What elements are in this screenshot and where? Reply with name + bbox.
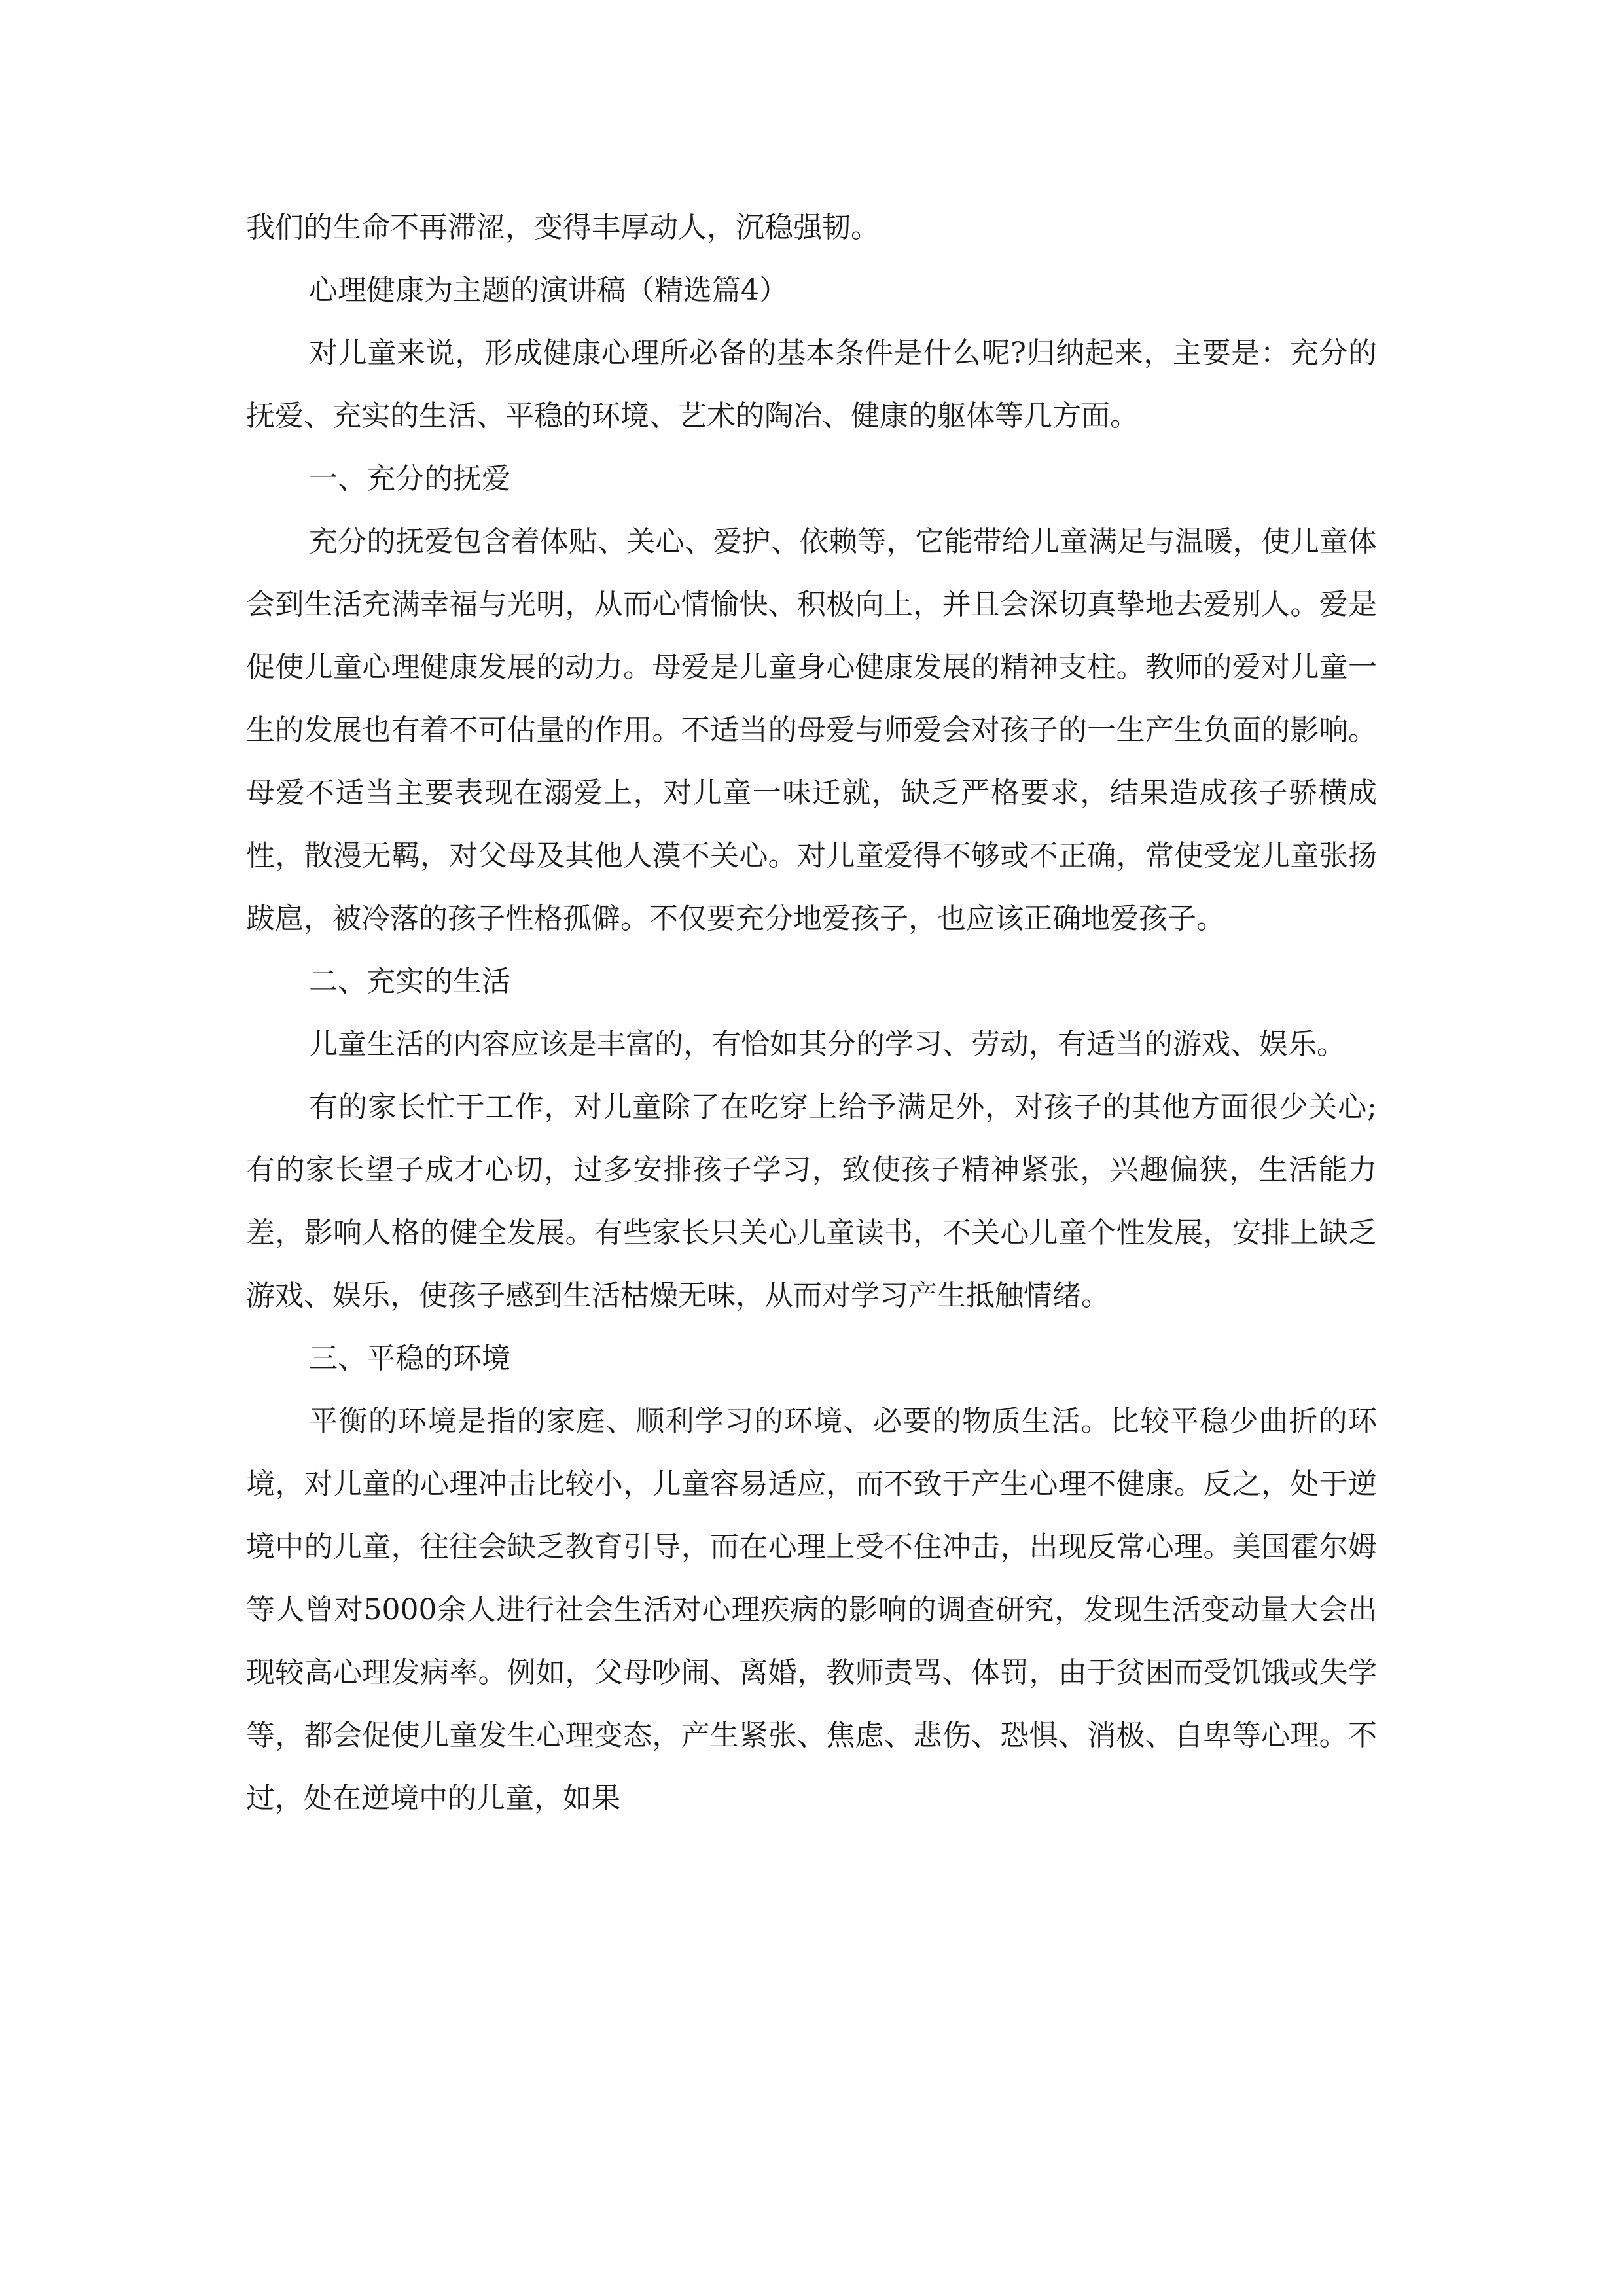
document-body: [246, 196, 1377, 1830]
paragraph-life-2: 有的家长忙于工作，对儿童除了在吃穿上给予满足外，对孩子的其他方面很少关心;有的家长望子成才心切，过多安排孩子学习，致使孩子精神紧张，兴趣偏狭，生活能力差，影响人格的健全发展。有些家长只关心儿童读书，不关心儿童个性发展，安排上缺乏游戏、娱乐，使孩子感到生活枯燥无味，从而对学习产生抵触情绪。: [246, 1090, 1377, 1312]
paragraph-intro: 对儿童来说，形成健康心理所必备的基本条件是什么呢?归纳起来，主要是：充分的抚爱、充实的生活、平稳的环境、艺术的陶冶、健康的躯体等几方面。: [246, 336, 1377, 433]
subheading-3: 三、平稳的环境: [309, 1342, 510, 1375]
paragraph-continuation: 我们的生命不再滞涩，变得丰厚动人，沉稳强韧。: [246, 211, 880, 244]
paragraph-life-1: 儿童生活的内容应该是丰富的，有恰如其分的学习、劳动，有适当的游戏、娱乐。: [309, 1028, 1346, 1061]
paragraph-love: 充分的抚爱包含着体贴、关心、爱护、依赖等，它能带给儿童满足与温暖，使儿童体会到生活充满幸福与光明，从而心情愉快、积极向上，并且会深切真挚地去爱别人。爱是促使儿童心理健康发展的动力。母爱是儿童身心健康发展的精神支柱。教师的爱对儿童一生的发展也有着不可估量的作用。不适当的母爱与师爱会对孩子的一生产生负面的影响。母爱不适当主要表现在溺爱上，对儿童一味迁就，缺乏严格要求，结果造成孩子骄横成性，散漫无羁，对父母及其他人漠不关心。对儿童爱得不够或不正确，常使受宠儿童张扬跋扈，被冷落的孩子性格孤僻。不仅要充分地爱孩子，也应该正确地爱孩子。: [246, 525, 1377, 935]
subheading-1: 一、充分的抚爱: [309, 462, 510, 495]
paragraph-environment: 平衡的环境是指的家庭、顺利学习的环境、必要的物质生活。比较平稳少曲折的环境，对儿童的心理冲击比较小，儿童容易适应，而不致于产生心理不健康。反之，处于逆境中的儿童，往往会缺乏教育引导，而在心理上受不住冲击，出现反常心理。美国霍尔姆等人曾对5000余人进行社会生活对心理疾病的影响的调查研究，发现生活变动量大会出现较高心理发病率。例如，父母吵闹、离婚，教师责骂、体罚，由于贫困而受饥饿或失学等，都会促使儿童发生心理变态，产生紧张、焦虑、悲伤、恐惧、消极、自卑等心理。不过，处在逆境中的儿童，如果: [246, 1405, 1377, 1815]
subheading-2: 二、充实的生活: [309, 965, 510, 998]
section-title: 心理健康为主题的演讲稿（精选篇4）: [309, 274, 788, 307]
